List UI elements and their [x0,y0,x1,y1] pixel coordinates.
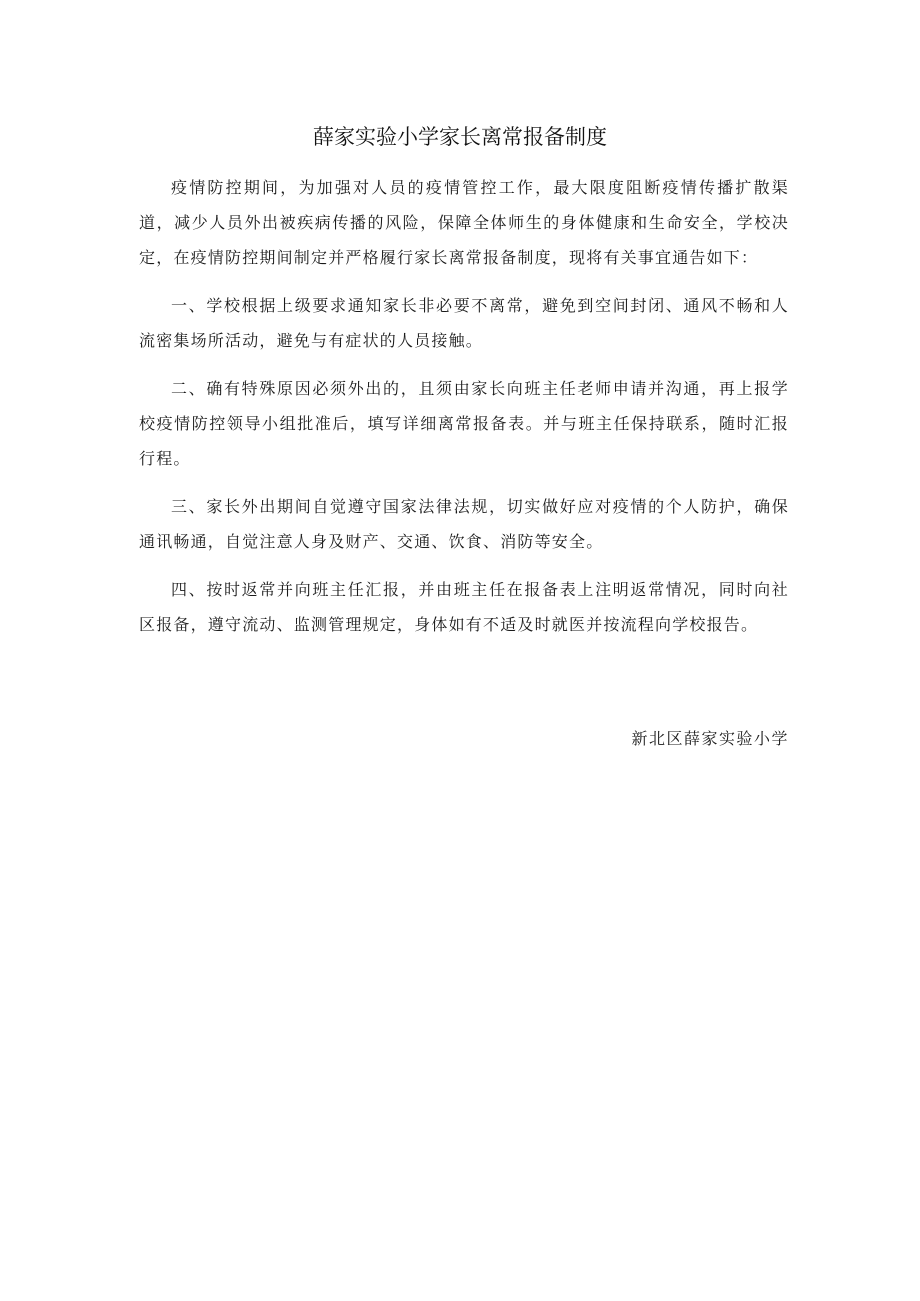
paragraph-item-4: 四、按时返常并向班主任汇报，并由班主任在报备表上注明返常情况，同时向社区报备，遵守流动、监测管理规定，身体如有不适及时就医并按流程向学校报告。 [139,580,789,634]
document-title: 薛家实验小学家长离常报备制度 [313,125,607,149]
paragraph-item-1: 一、学校根据上级要求通知家长非必要不离常，避免到空间封闭、通风不畅和人流密集场所活动，避免与有症状的人员接触。 [139,296,789,350]
document-body [139,170,789,655]
signature: 新北区薛家实验小学 [631,729,789,748]
paragraph-intro: 疫情防控期间，为加强对人员的疫情管控工作，最大限度阻断疫情传播扩散渠道，减少人员外出被疾病传播的风险，保障全体师生的身体健康和生命安全，学校决定，在疫情防控期间制定并严格履行家长离常报备制度，现将有关事宜通告如下： [139,178,789,267]
paragraph-item-3: 三、家长外出期间自觉遵守国家法律法规，切实做好应对疫情的个人防护，确保通讯畅通，自觉注意人身及财产、交通、饮食、消防等安全。 [139,497,789,551]
paragraph-item-2: 二、确有特殊原因必须外出的，且须由家长向班主任老师申请并沟通，再上报学校疫情防控领导小组批准后，填写详细离常报备表。并与班主任保持联系，随时汇报行程。 [139,379,789,468]
